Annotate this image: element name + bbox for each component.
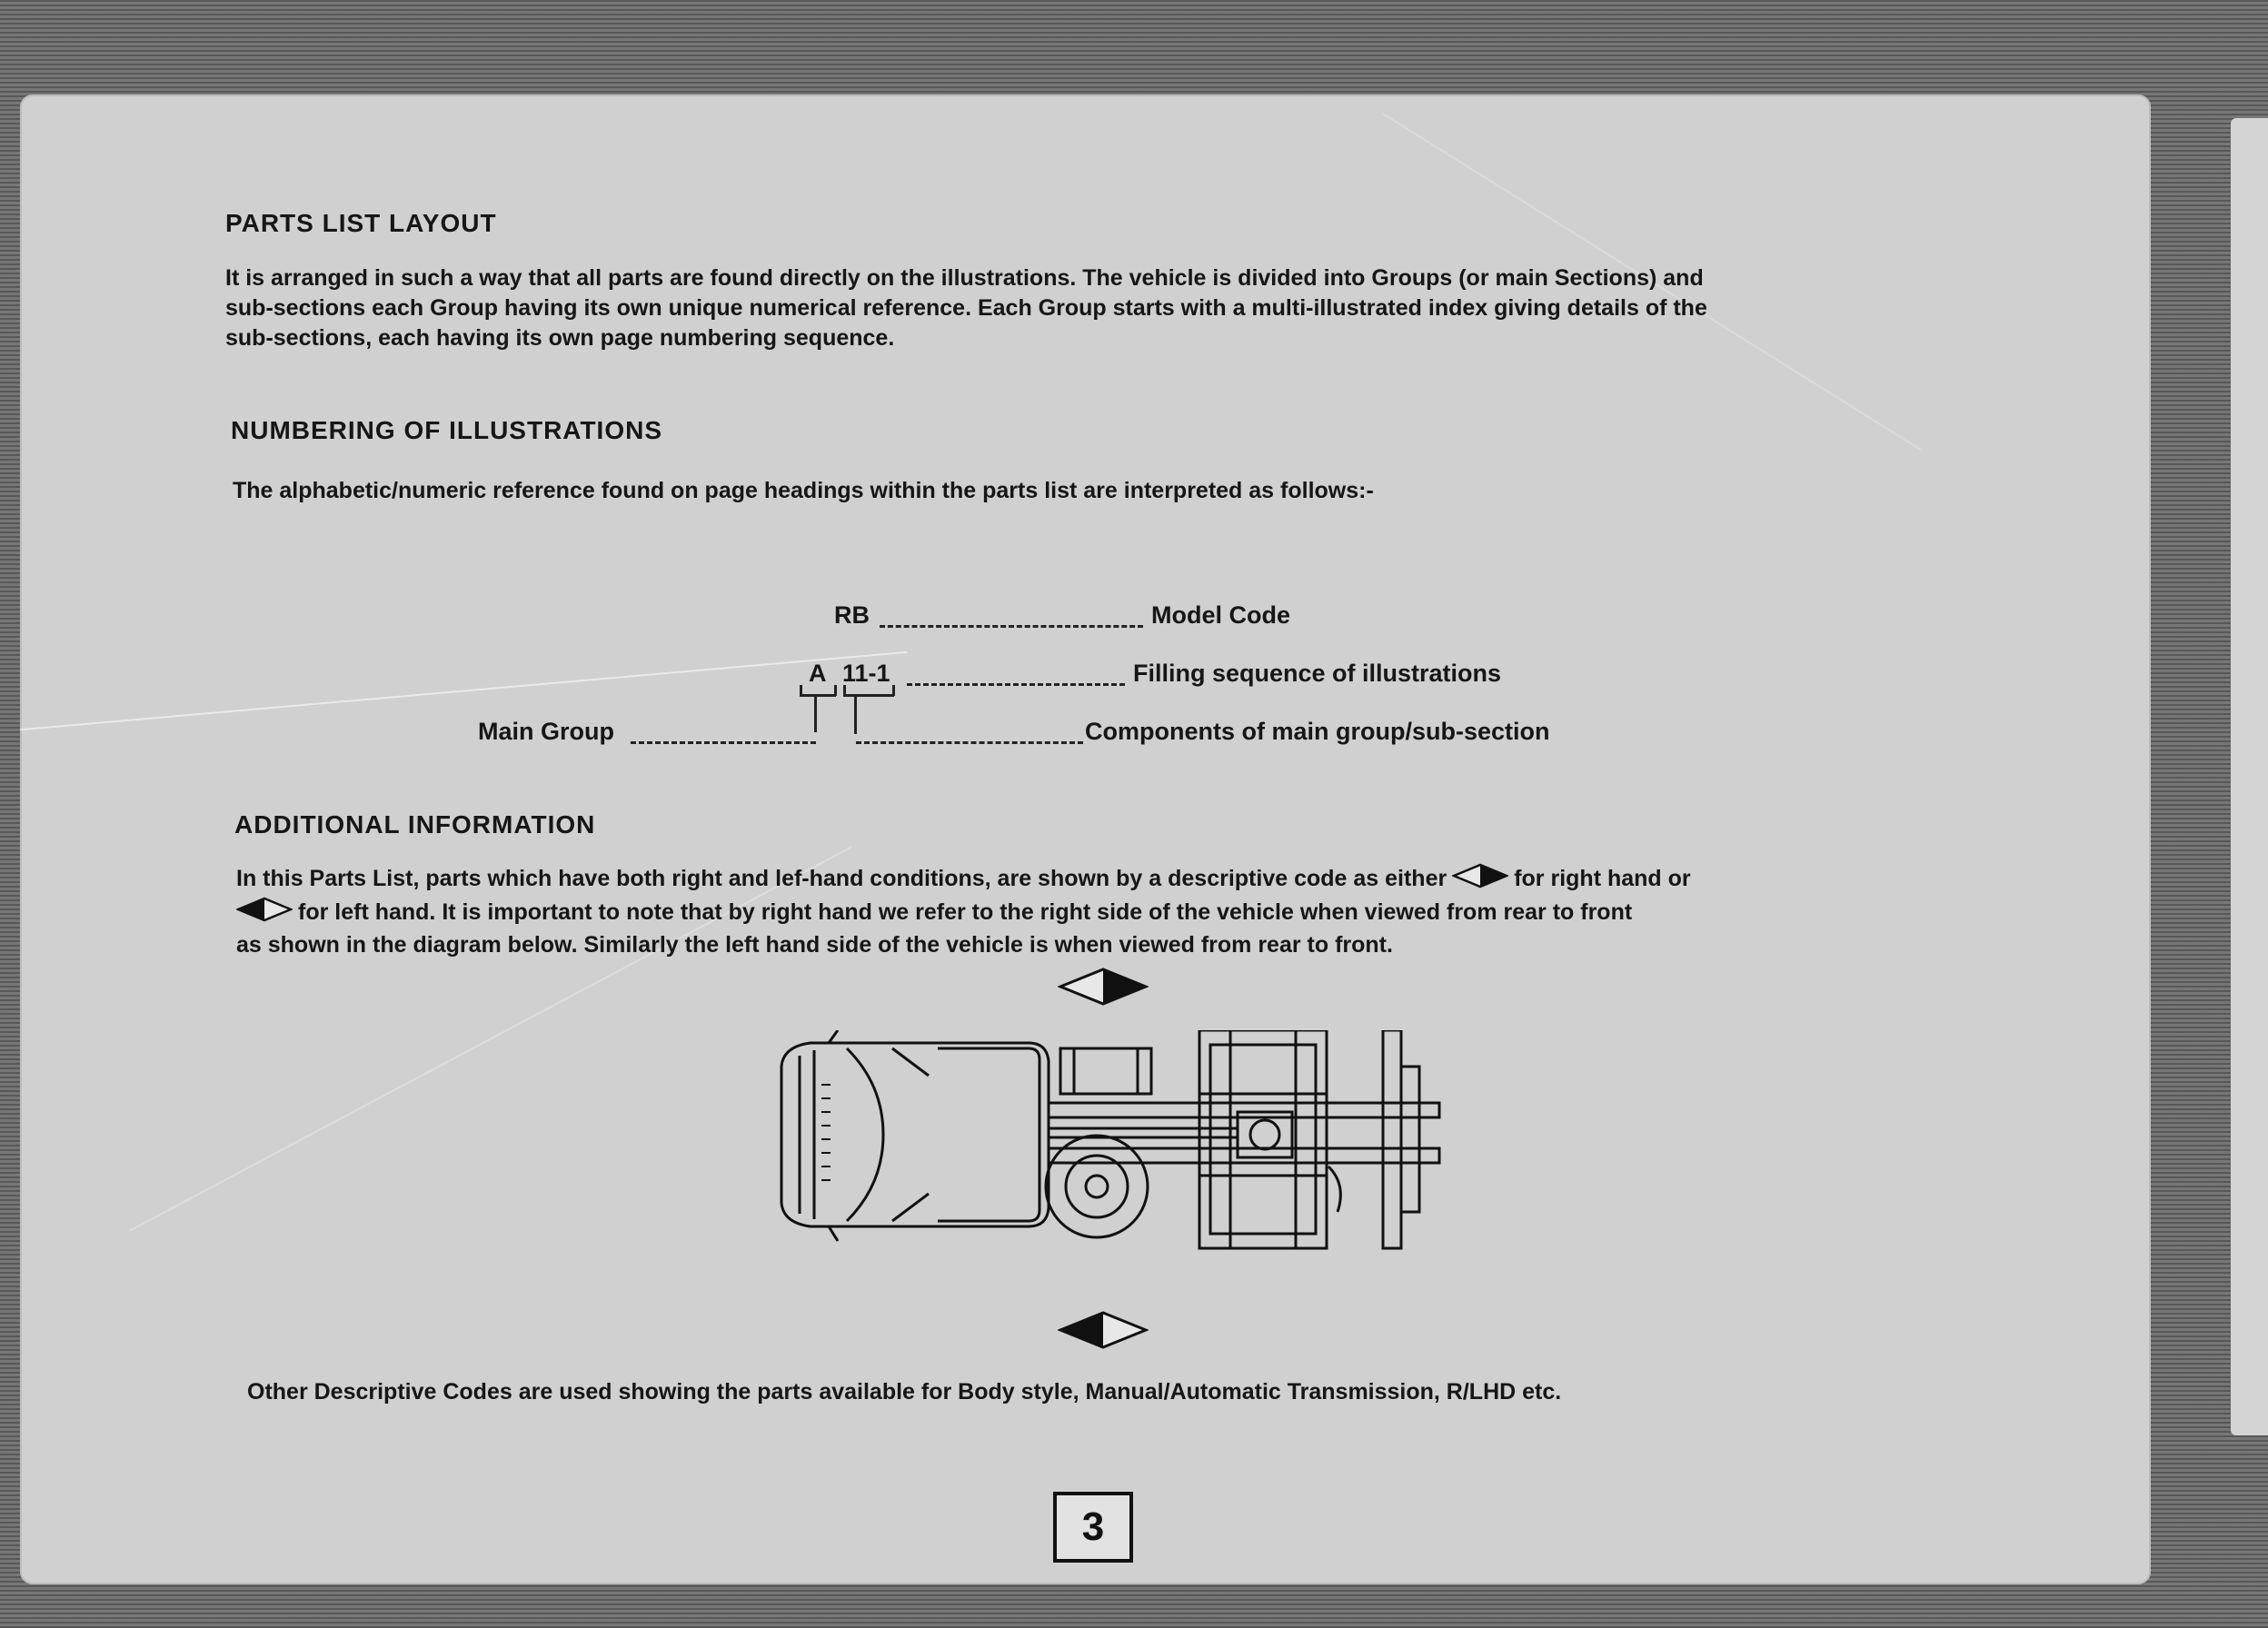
group-bracket [800, 694, 836, 697]
components-label: Components of main group/sub-section [1085, 718, 1550, 745]
paragraph-parts-list-layout [225, 263, 1707, 353]
number-bracket [843, 694, 894, 697]
model-code-ref: RB [834, 601, 870, 629]
filling-label: Filling sequence of illustrations [1133, 660, 1502, 687]
paragraph-text: for left hand. It is important to note that by right hand we refer to the right side of the vehicle when viewed from rear to front [298, 899, 1633, 926]
vehicle-diagram [747, 967, 1474, 1348]
paragraph-line [236, 897, 1691, 930]
components-leader [856, 741, 1083, 744]
paragraph-text: for right hand or [1514, 866, 1691, 892]
diamond-right-filled-icon [1452, 863, 1508, 897]
main-group-leader [631, 741, 816, 744]
group-letter: A [809, 660, 827, 687]
page-number: 3 [1053, 1492, 1133, 1563]
scratch-mark [20, 651, 907, 732]
heading-parts-list-layout: PARTS LIST LAYOUT [225, 209, 497, 237]
model-code-leader [880, 625, 1143, 628]
paragraph-additional-info [236, 863, 1691, 960]
paragraph-line [236, 863, 1691, 897]
number-bracket-stem [854, 694, 857, 734]
number-bracket-right [892, 685, 895, 696]
paragraph-line: sub-sections each Group having its own unique numerical reference. Each Group starts with a multi-illustrated index giving details of the [225, 295, 1707, 321]
model-code-label: Model Code [1151, 601, 1290, 629]
heading-additional-info: ADDITIONAL INFORMATION [234, 810, 596, 839]
diamond-left-filled-icon [236, 897, 293, 930]
group-bracket-stem [814, 694, 817, 732]
adjacent-page-edge [2231, 118, 2268, 1435]
number-bracket-left [843, 685, 846, 696]
main-group-label: Main Group [478, 718, 614, 745]
paragraph-other-codes: Other Descriptive Codes are used showing the parts available for Body style, Manual/Automatic Transmission, R/LHD etc. [247, 1379, 1562, 1405]
paragraph-line: It is arranged in such a way that all parts are found directly on the illustrations. The vehicle is divided into Groups (or main Sections) and [225, 265, 1704, 291]
paragraph-text: In this Parts List, parts which have both right and lef-hand conditions, are shown by a descriptive code as either [236, 866, 1447, 892]
group-bracket-left [800, 685, 802, 696]
manual-page [20, 94, 2151, 1584]
group-bracket-right [834, 685, 837, 696]
paragraph-line: sub-sections, each having its own page numbering sequence. [225, 325, 895, 351]
paragraph-numbering-intro: The alphabetic/numeric reference found on page headings within the parts list are interpreted as follows:- [233, 478, 1374, 503]
number-ref: 11-1 [842, 660, 890, 687]
heading-numbering: NUMBERING OF ILLUSTRATIONS [231, 416, 663, 444]
diamond-right-filled-icon [1058, 967, 1149, 1011]
filling-leader [907, 683, 1125, 686]
truck-chassis-top-view-icon [747, 1030, 1474, 1303]
diamond-left-filled-icon [1058, 1310, 1149, 1355]
paragraph-line: as shown in the diagram below. Similarly the left hand side of the vehicle is when viewed from rear to front. [236, 932, 1393, 958]
